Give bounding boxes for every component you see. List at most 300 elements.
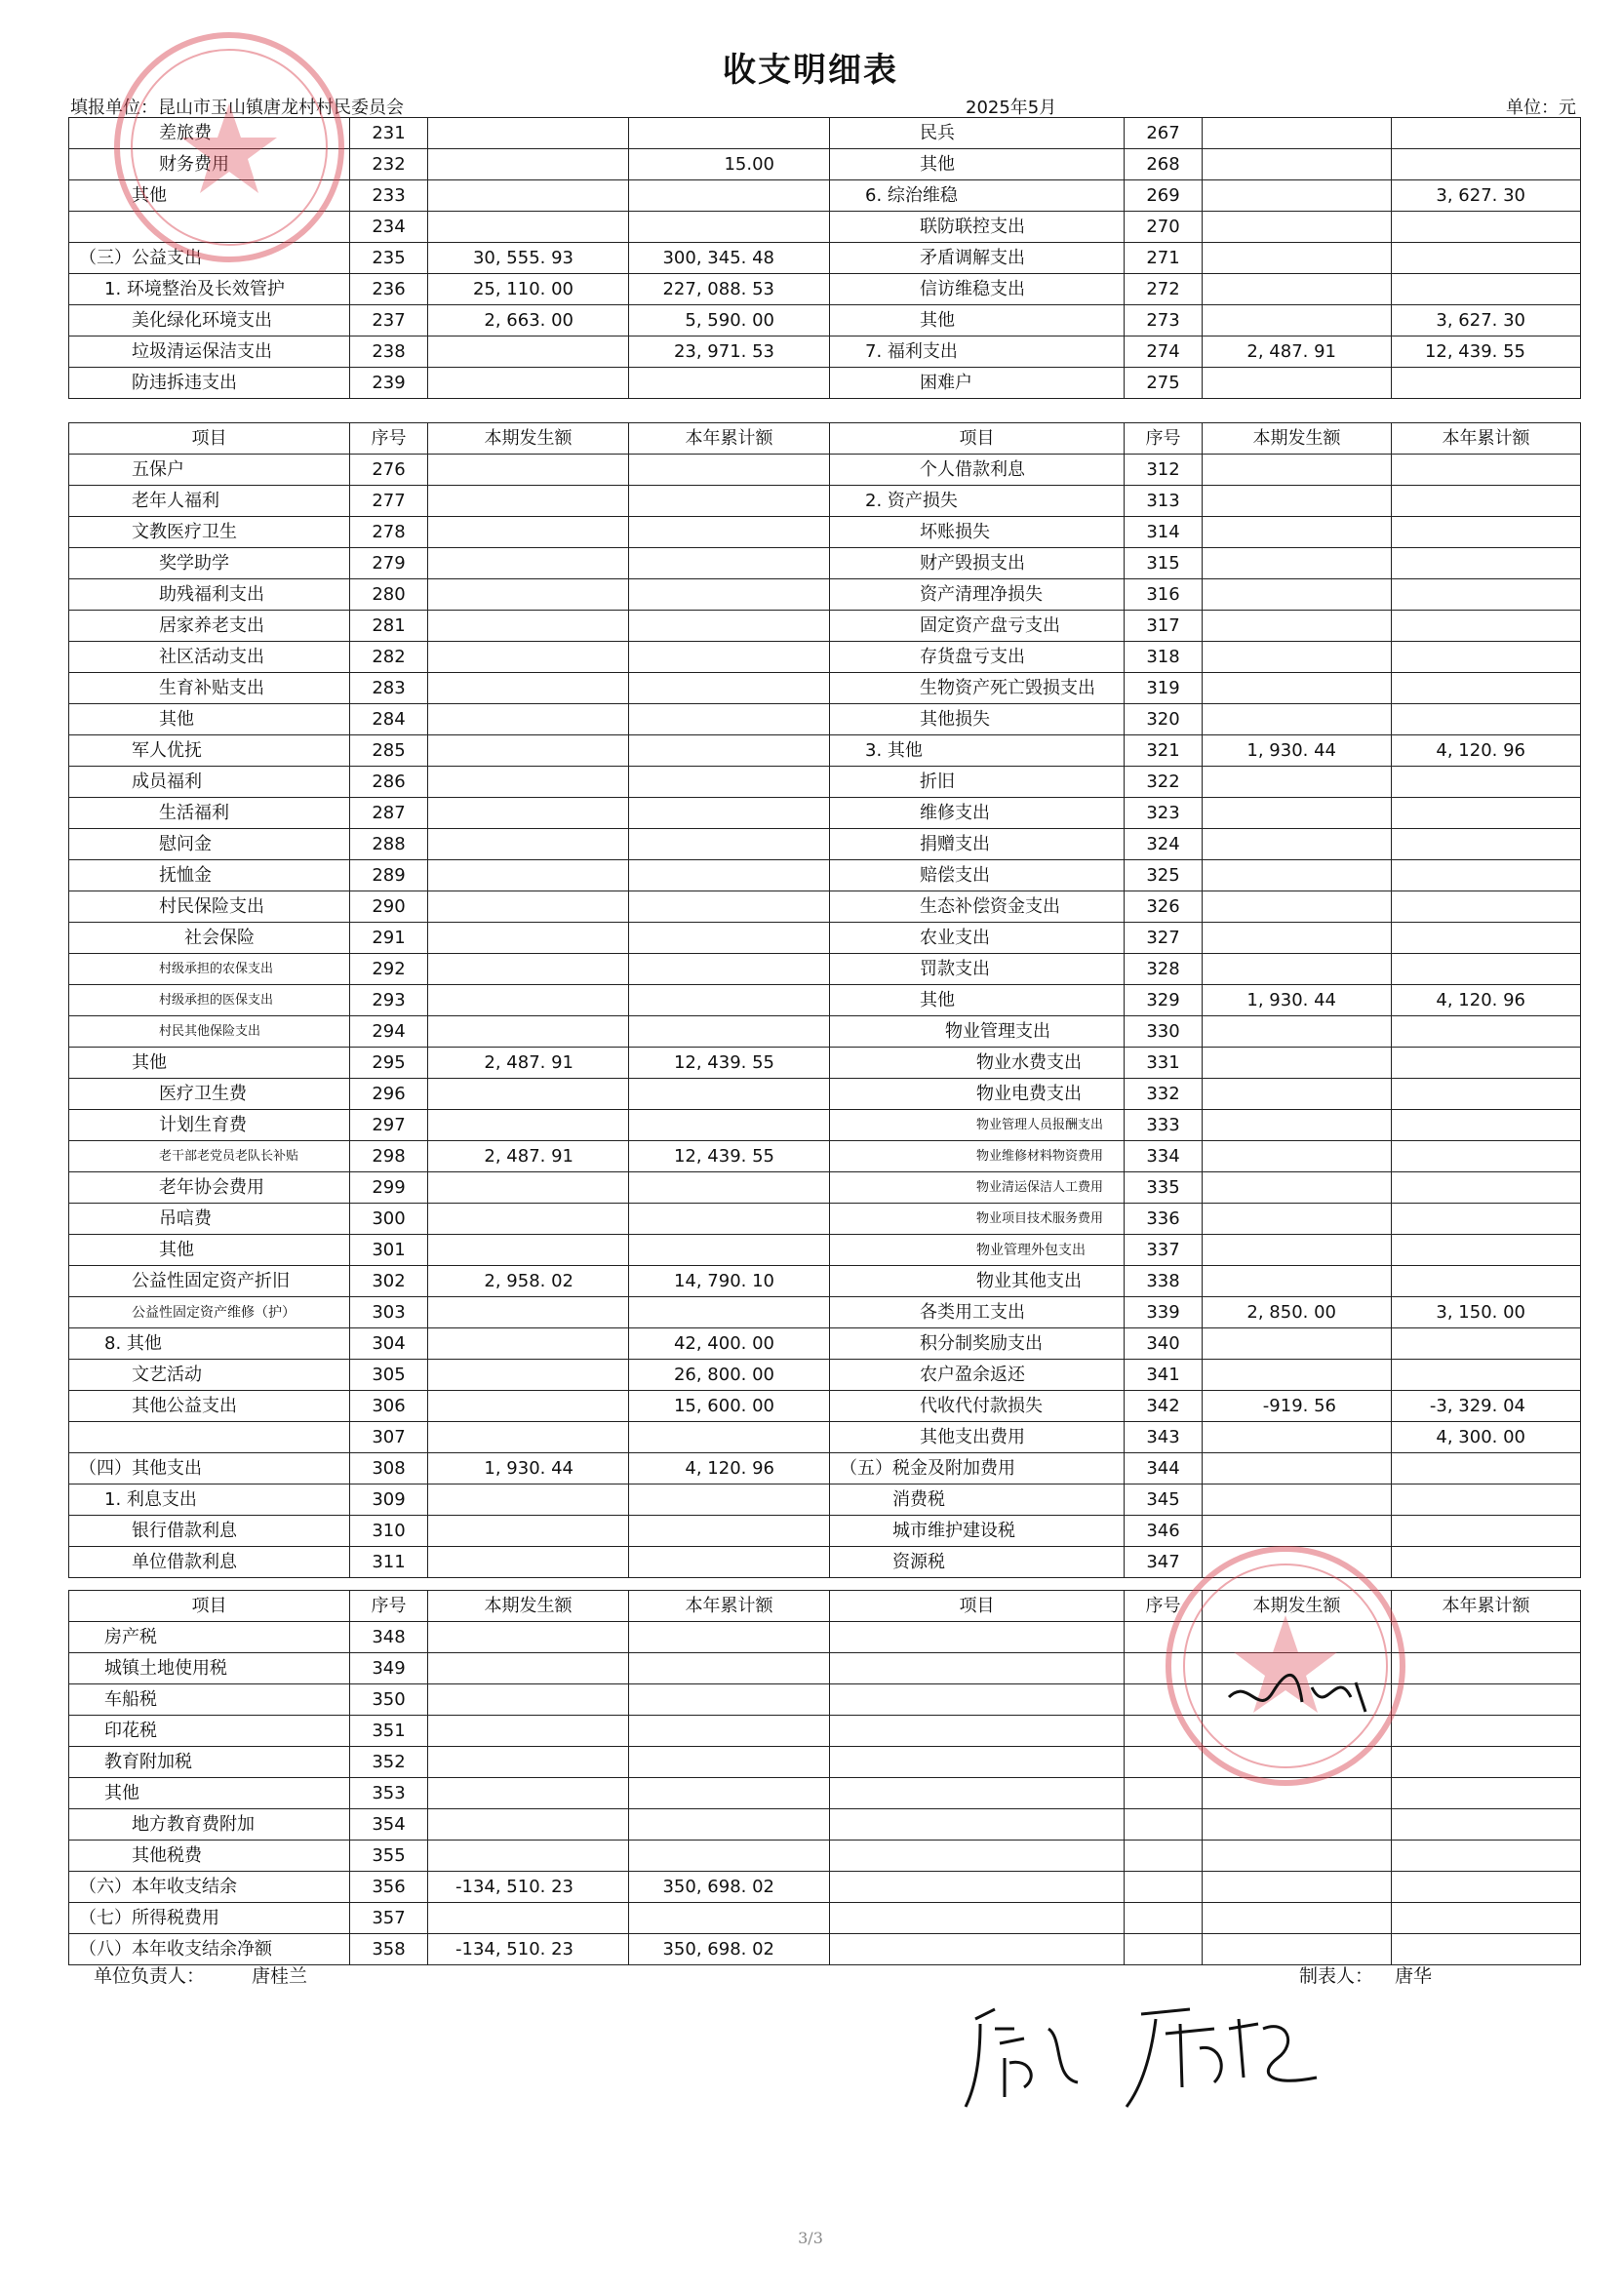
cell-ytd bbox=[1392, 923, 1581, 954]
cell-ytd bbox=[1392, 1079, 1581, 1110]
cell-current bbox=[1203, 486, 1392, 517]
cell-current bbox=[1203, 274, 1392, 305]
cell-seq: 342 bbox=[1125, 1391, 1203, 1422]
cell-item: 生物资产死亡毁损支出 bbox=[830, 673, 1125, 704]
cell-ytd: 15.00 bbox=[629, 149, 830, 180]
cell-item: 公益性固定资产维修（护） bbox=[69, 1297, 350, 1328]
table-row bbox=[69, 1079, 1581, 1110]
cell-seq: 302 bbox=[350, 1266, 428, 1297]
column-header-ytd: 本年累计额 bbox=[1392, 1591, 1581, 1622]
cell-item: 军人优抚 bbox=[69, 735, 350, 767]
cell-seq: 309 bbox=[350, 1484, 428, 1516]
cell-ytd bbox=[1392, 1453, 1581, 1484]
cell-ytd bbox=[1392, 1172, 1581, 1204]
cell-ytd: 15, 600. 00 bbox=[629, 1391, 830, 1422]
cell-ytd bbox=[629, 1484, 830, 1516]
leader-signature bbox=[1122, 1990, 1326, 2117]
table-row bbox=[69, 767, 1581, 798]
cell-item: 公益性固定资产折旧 bbox=[69, 1266, 350, 1297]
cell-seq: 239 bbox=[350, 368, 428, 399]
cell-seq: 304 bbox=[350, 1328, 428, 1360]
table-row bbox=[69, 735, 1581, 767]
cell-ytd: 5, 590. 00 bbox=[629, 305, 830, 336]
cell-ytd bbox=[1392, 1110, 1581, 1141]
cell-item: 资源税 bbox=[830, 1547, 1125, 1578]
cell-ytd bbox=[1392, 455, 1581, 486]
cell-seq: 268 bbox=[1125, 149, 1203, 180]
cell-seq: 316 bbox=[1125, 579, 1203, 611]
cell-ytd bbox=[629, 1516, 830, 1547]
cell-current: 1, 930. 44 bbox=[1203, 985, 1392, 1016]
cell-item: 固定资产盘亏支出 bbox=[830, 611, 1125, 642]
table-row bbox=[69, 860, 1581, 891]
cell-ytd bbox=[1392, 1266, 1581, 1297]
cell-seq: 357 bbox=[350, 1903, 428, 1934]
cell-ytd bbox=[1392, 579, 1581, 611]
table-row bbox=[69, 611, 1581, 642]
cell-item: 其他支出费用 bbox=[830, 1422, 1125, 1453]
cell-seq: 282 bbox=[350, 642, 428, 673]
cell-item: 物业维修材料物资费用 bbox=[830, 1141, 1125, 1172]
cell-current bbox=[1203, 1809, 1392, 1841]
cell-ytd bbox=[1392, 1360, 1581, 1391]
cell-seq: 352 bbox=[350, 1747, 428, 1778]
cell-ytd bbox=[629, 611, 830, 642]
cell-current bbox=[428, 611, 629, 642]
cell-current bbox=[1203, 305, 1392, 336]
cell-seq: 284 bbox=[350, 704, 428, 735]
cell-ytd bbox=[629, 118, 830, 149]
cell-ytd bbox=[629, 1622, 830, 1653]
cell-seq: 328 bbox=[1125, 954, 1203, 985]
cell-ytd: 300, 345. 48 bbox=[629, 243, 830, 274]
cell-seq: 329 bbox=[1125, 985, 1203, 1016]
cell-ytd bbox=[1392, 1516, 1581, 1547]
cell-seq: 297 bbox=[350, 1110, 428, 1141]
cell-seq: 320 bbox=[1125, 704, 1203, 735]
cell-item: 消费税 bbox=[830, 1484, 1125, 1516]
cell-seq: 335 bbox=[1125, 1172, 1203, 1204]
cell-seq: 276 bbox=[350, 455, 428, 486]
cell-current: -134, 510. 23 bbox=[428, 1934, 629, 1965]
report-title: 收支明细表 bbox=[723, 51, 898, 90]
cell-ytd bbox=[1392, 673, 1581, 704]
cell-item bbox=[830, 1684, 1125, 1716]
cell-current bbox=[1203, 1872, 1392, 1903]
cell-item bbox=[830, 1653, 1125, 1684]
cell-seq: 299 bbox=[350, 1172, 428, 1204]
cell-item: 信访维稳支出 bbox=[830, 274, 1125, 305]
cell-current bbox=[428, 735, 629, 767]
cell-ytd bbox=[629, 735, 830, 767]
cell-ytd bbox=[629, 517, 830, 548]
cell-ytd: 14, 790. 10 bbox=[629, 1266, 830, 1297]
cell-ytd bbox=[1392, 1684, 1581, 1716]
cell-ytd bbox=[629, 704, 830, 735]
cell-current bbox=[428, 860, 629, 891]
cell-ytd bbox=[629, 673, 830, 704]
cell-current bbox=[428, 1391, 629, 1422]
column-header-current: 本期发生额 bbox=[428, 1591, 629, 1622]
table-row bbox=[69, 368, 1581, 399]
cell-current: -134, 510. 23 bbox=[428, 1872, 629, 1903]
table-row bbox=[69, 1235, 1581, 1266]
cell-current bbox=[428, 1684, 629, 1716]
cell-current bbox=[1203, 1328, 1392, 1360]
table-row bbox=[69, 548, 1581, 579]
cell-item: 单位借款利息 bbox=[69, 1547, 350, 1578]
table-row bbox=[69, 704, 1581, 735]
cell-item: 资产清理净损失 bbox=[830, 579, 1125, 611]
column-header-item: 项目 bbox=[830, 423, 1125, 455]
cell-seq: 338 bbox=[1125, 1266, 1203, 1297]
cell-item: 计划生育费 bbox=[69, 1110, 350, 1141]
cell-item: 财产毁损支出 bbox=[830, 548, 1125, 579]
cell-current bbox=[428, 1516, 629, 1547]
cell-ytd: 26, 800. 00 bbox=[629, 1360, 830, 1391]
cell-seq: 232 bbox=[350, 149, 428, 180]
cell-seq: 305 bbox=[350, 1360, 428, 1391]
cell-item: 6. 综治维稳 bbox=[830, 180, 1125, 212]
cell-ytd bbox=[1392, 1872, 1581, 1903]
cell-current bbox=[428, 1747, 629, 1778]
cell-current bbox=[428, 1297, 629, 1328]
cell-seq: 231 bbox=[350, 118, 428, 149]
cell-current bbox=[1203, 611, 1392, 642]
table-row bbox=[69, 305, 1581, 336]
reporting-unit: 填报单位：昆山市玉山镇唐龙村村民委员会 bbox=[70, 98, 404, 118]
cell-seq: 295 bbox=[350, 1048, 428, 1079]
cell-ytd: 23, 971. 53 bbox=[629, 336, 830, 368]
column-header-current: 本期发生额 bbox=[428, 423, 629, 455]
table-row bbox=[69, 1360, 1581, 1391]
cell-current bbox=[428, 1360, 629, 1391]
cell-ytd bbox=[629, 767, 830, 798]
cell-current bbox=[1203, 1172, 1392, 1204]
cell-item: 赔偿支出 bbox=[830, 860, 1125, 891]
cell-item: 物业电费支出 bbox=[830, 1079, 1125, 1110]
cell-ytd bbox=[1392, 1809, 1581, 1841]
table-row bbox=[69, 1934, 1581, 1965]
cell-seq: 310 bbox=[350, 1516, 428, 1547]
unit-leader-label: 单位负责人： bbox=[94, 1965, 206, 1987]
column-header-ytd: 本年累计额 bbox=[629, 423, 830, 455]
cell-item: 积分制奖励支出 bbox=[830, 1328, 1125, 1360]
cell-current bbox=[1203, 1360, 1392, 1391]
cell-seq: 334 bbox=[1125, 1141, 1203, 1172]
cell-seq: 308 bbox=[350, 1453, 428, 1484]
cell-ytd bbox=[629, 891, 830, 923]
cell-ytd bbox=[1392, 954, 1581, 985]
cell-ytd bbox=[629, 1110, 830, 1141]
cell-ytd bbox=[1392, 860, 1581, 891]
report-period: 2025年5月 bbox=[966, 98, 1057, 118]
cell-ytd bbox=[1392, 642, 1581, 673]
cell-ytd bbox=[1392, 798, 1581, 829]
cell-item: 3. 其他 bbox=[830, 735, 1125, 767]
cell-seq: 291 bbox=[350, 923, 428, 954]
cell-item: 慰问金 bbox=[69, 829, 350, 860]
cell-ytd bbox=[1392, 1328, 1581, 1360]
cell-seq: 353 bbox=[350, 1778, 428, 1809]
cell-current bbox=[1203, 860, 1392, 891]
cell-seq: 343 bbox=[1125, 1422, 1203, 1453]
cell-seq: 332 bbox=[1125, 1079, 1203, 1110]
cell-current: 2, 850. 00 bbox=[1203, 1297, 1392, 1328]
cell-item: 垃圾清运保洁支出 bbox=[69, 336, 350, 368]
cell-current bbox=[1203, 673, 1392, 704]
table-header-row bbox=[69, 423, 1581, 455]
cell-ytd bbox=[629, 1653, 830, 1684]
cell-item: 捐赠支出 bbox=[830, 829, 1125, 860]
cell-current bbox=[428, 1622, 629, 1653]
cell-item: 村民其他保险支出 bbox=[69, 1016, 350, 1048]
cell-seq: 289 bbox=[350, 860, 428, 891]
cell-seq: 322 bbox=[1125, 767, 1203, 798]
cell-item: 联防联控支出 bbox=[830, 212, 1125, 243]
cell-seq: 273 bbox=[1125, 305, 1203, 336]
cell-seq: 279 bbox=[350, 548, 428, 579]
cell-current: 2, 958. 02 bbox=[428, 1266, 629, 1297]
cell-item: 老年协会费用 bbox=[69, 1172, 350, 1204]
cell-item: 生活福利 bbox=[69, 798, 350, 829]
cell-seq: 330 bbox=[1125, 1016, 1203, 1048]
cell-current bbox=[1203, 368, 1392, 399]
cell-ytd bbox=[629, 486, 830, 517]
cell-current bbox=[428, 1110, 629, 1141]
cell-current: 2, 663. 00 bbox=[428, 305, 629, 336]
cell-current bbox=[1203, 767, 1392, 798]
cell-seq: 314 bbox=[1125, 517, 1203, 548]
cell-ytd bbox=[629, 985, 830, 1016]
cell-seq bbox=[1125, 1809, 1203, 1841]
cell-item: 医疗卫生费 bbox=[69, 1079, 350, 1110]
cell-seq: 344 bbox=[1125, 1453, 1203, 1484]
cell-seq: 306 bbox=[350, 1391, 428, 1422]
preparer-signature bbox=[956, 1990, 1092, 2117]
table-row bbox=[69, 1484, 1581, 1516]
cell-item: 成员福利 bbox=[69, 767, 350, 798]
cell-ytd bbox=[1392, 1716, 1581, 1747]
cell-item: 7. 福利支出 bbox=[830, 336, 1125, 368]
cell-current: 1, 930. 44 bbox=[428, 1453, 629, 1484]
cell-current bbox=[1203, 1484, 1392, 1516]
unit-leader-name: 唐桂兰 bbox=[252, 1965, 308, 1987]
cell-seq: 351 bbox=[350, 1716, 428, 1747]
cell-item: （五）税金及附加费用 bbox=[830, 1453, 1125, 1484]
cell-current: 25, 110. 00 bbox=[428, 274, 629, 305]
cell-ytd bbox=[1392, 1653, 1581, 1684]
cell-seq: 237 bbox=[350, 305, 428, 336]
cell-ytd bbox=[629, 1297, 830, 1328]
cell-item: 差旅费 bbox=[69, 118, 350, 149]
cell-ytd bbox=[1392, 1141, 1581, 1172]
cell-seq: 303 bbox=[350, 1297, 428, 1328]
cell-item: 1. 环境整治及长效管护 bbox=[69, 274, 350, 305]
table-row bbox=[69, 1172, 1581, 1204]
cell-item: 其他 bbox=[69, 1778, 350, 1809]
cell-seq: 346 bbox=[1125, 1516, 1203, 1547]
cell-ytd bbox=[1392, 212, 1581, 243]
cell-seq: 288 bbox=[350, 829, 428, 860]
cell-item: 其他 bbox=[69, 1235, 350, 1266]
cell-item: 助残福利支出 bbox=[69, 579, 350, 611]
cell-ytd bbox=[1392, 517, 1581, 548]
column-header-seq: 序号 bbox=[350, 1591, 428, 1622]
cell-item: 坏账损失 bbox=[830, 517, 1125, 548]
cell-current: -919. 56 bbox=[1203, 1391, 1392, 1422]
cell-ytd bbox=[629, 1903, 830, 1934]
cell-ytd bbox=[1392, 1484, 1581, 1516]
table-row bbox=[69, 1204, 1581, 1235]
cell-item: 个人借款利息 bbox=[830, 455, 1125, 486]
cell-ytd bbox=[629, 1079, 830, 1110]
cell-item: 生态补偿资金支出 bbox=[830, 891, 1125, 923]
cell-seq: 233 bbox=[350, 180, 428, 212]
cell-ytd bbox=[629, 548, 830, 579]
cell-current bbox=[1203, 579, 1392, 611]
table-row bbox=[69, 1110, 1581, 1141]
cell-item: 矛盾调解支出 bbox=[830, 243, 1125, 274]
cell-item: 其他公益支出 bbox=[69, 1391, 350, 1422]
cell-ytd: 12, 439. 55 bbox=[629, 1048, 830, 1079]
cell-seq: 349 bbox=[350, 1653, 428, 1684]
cell-seq: 296 bbox=[350, 1079, 428, 1110]
cell-item bbox=[830, 1747, 1125, 1778]
table-row bbox=[69, 673, 1581, 704]
cell-item: 文艺活动 bbox=[69, 1360, 350, 1391]
cell-item: 印花税 bbox=[69, 1716, 350, 1747]
cell-ytd bbox=[629, 1778, 830, 1809]
cell-ytd: 4, 120. 96 bbox=[1392, 985, 1581, 1016]
cell-ytd bbox=[1392, 1048, 1581, 1079]
cell-ytd bbox=[629, 579, 830, 611]
cell-seq: 354 bbox=[350, 1809, 428, 1841]
cell-current bbox=[428, 1079, 629, 1110]
cell-item: 城市维护建设税 bbox=[830, 1516, 1125, 1547]
cell-seq bbox=[1125, 1903, 1203, 1934]
column-header-seq: 序号 bbox=[1125, 423, 1203, 455]
cell-seq: 298 bbox=[350, 1141, 428, 1172]
cell-item: 物业水费支出 bbox=[830, 1048, 1125, 1079]
cell-ytd bbox=[629, 1841, 830, 1872]
cell-current bbox=[428, 985, 629, 1016]
cell-item: 1. 利息支出 bbox=[69, 1484, 350, 1516]
cell-item: 存货盘亏支出 bbox=[830, 642, 1125, 673]
cell-ytd bbox=[1392, 1016, 1581, 1048]
cell-item: 其他 bbox=[69, 1048, 350, 1079]
cell-seq: 337 bbox=[1125, 1235, 1203, 1266]
cell-item: 文教医疗卫生 bbox=[69, 517, 350, 548]
cell-ytd: 350, 698. 02 bbox=[629, 1872, 830, 1903]
cell-ytd: 3, 627. 30 bbox=[1392, 305, 1581, 336]
cell-ytd bbox=[1392, 1903, 1581, 1934]
cell-seq: 236 bbox=[350, 274, 428, 305]
cell-ytd bbox=[1392, 1841, 1581, 1872]
cell-ytd bbox=[1392, 118, 1581, 149]
cell-item: 农户盈余返还 bbox=[830, 1360, 1125, 1391]
cell-seq bbox=[1125, 1872, 1203, 1903]
cell-item bbox=[69, 1422, 350, 1453]
cell-current bbox=[1203, 954, 1392, 985]
table-row bbox=[69, 923, 1581, 954]
table-row bbox=[69, 1048, 1581, 1079]
cell-seq: 321 bbox=[1125, 735, 1203, 767]
cell-current bbox=[428, 1484, 629, 1516]
column-header-ytd: 本年累计额 bbox=[1392, 423, 1581, 455]
preparer-name: 唐华 bbox=[1395, 1965, 1433, 1987]
cell-current: 2, 487. 91 bbox=[428, 1141, 629, 1172]
cell-seq: 278 bbox=[350, 517, 428, 548]
table-row bbox=[69, 579, 1581, 611]
cell-current bbox=[1203, 180, 1392, 212]
cell-ytd bbox=[629, 455, 830, 486]
table-row bbox=[69, 1422, 1581, 1453]
cell-ytd: 4, 300. 00 bbox=[1392, 1422, 1581, 1453]
table-row bbox=[69, 798, 1581, 829]
cell-seq: 234 bbox=[350, 212, 428, 243]
table-row bbox=[69, 1266, 1581, 1297]
cell-seq: 290 bbox=[350, 891, 428, 923]
cell-item: （八）本年收支结余净额 bbox=[69, 1934, 350, 1965]
cell-item: 代收代付款损失 bbox=[830, 1391, 1125, 1422]
cell-current bbox=[1203, 1841, 1392, 1872]
cell-item bbox=[830, 1903, 1125, 1934]
cell-ytd bbox=[629, 368, 830, 399]
cell-ytd bbox=[629, 642, 830, 673]
cell-current bbox=[1203, 642, 1392, 673]
cell-ytd: 42, 400. 00 bbox=[629, 1328, 830, 1360]
cell-item: 老年人福利 bbox=[69, 486, 350, 517]
cell-item: 物业清运保洁人工费用 bbox=[830, 1172, 1125, 1204]
cell-current bbox=[428, 1841, 629, 1872]
cell-current bbox=[1203, 923, 1392, 954]
cell-item: 罚款支出 bbox=[830, 954, 1125, 985]
cell-current bbox=[1203, 517, 1392, 548]
cell-current bbox=[1203, 1422, 1392, 1453]
preparer-label: 制表人： bbox=[1299, 1965, 1374, 1987]
cell-ytd bbox=[629, 1204, 830, 1235]
cell-seq: 275 bbox=[1125, 368, 1203, 399]
cell-ytd bbox=[1392, 1547, 1581, 1578]
cell-current: 2, 487. 91 bbox=[428, 1048, 629, 1079]
cell-seq: 341 bbox=[1125, 1360, 1203, 1391]
cell-seq: 287 bbox=[350, 798, 428, 829]
cell-item bbox=[830, 1934, 1125, 1965]
table-row bbox=[69, 829, 1581, 860]
cell-seq: 356 bbox=[350, 1872, 428, 1903]
cell-ytd bbox=[1392, 368, 1581, 399]
table-row bbox=[69, 1297, 1581, 1328]
cell-item: 困难户 bbox=[830, 368, 1125, 399]
cell-ytd bbox=[1392, 274, 1581, 305]
cell-seq: 326 bbox=[1125, 891, 1203, 923]
column-header-seq: 序号 bbox=[1125, 1591, 1203, 1622]
cell-current: 2, 487. 91 bbox=[1203, 336, 1392, 368]
cell-item bbox=[830, 1872, 1125, 1903]
cell-item bbox=[830, 1809, 1125, 1841]
table-row bbox=[69, 891, 1581, 923]
cell-ytd bbox=[629, 1422, 830, 1453]
cell-current bbox=[428, 767, 629, 798]
cell-seq: 325 bbox=[1125, 860, 1203, 891]
cell-item: 物业管理人员报酬支出 bbox=[830, 1110, 1125, 1141]
column-header-ytd: 本年累计额 bbox=[629, 1591, 830, 1622]
cell-item: 村级承担的农保支出 bbox=[69, 954, 350, 985]
cell-current bbox=[1203, 455, 1392, 486]
cell-current bbox=[428, 891, 629, 923]
cell-ytd bbox=[1392, 767, 1581, 798]
